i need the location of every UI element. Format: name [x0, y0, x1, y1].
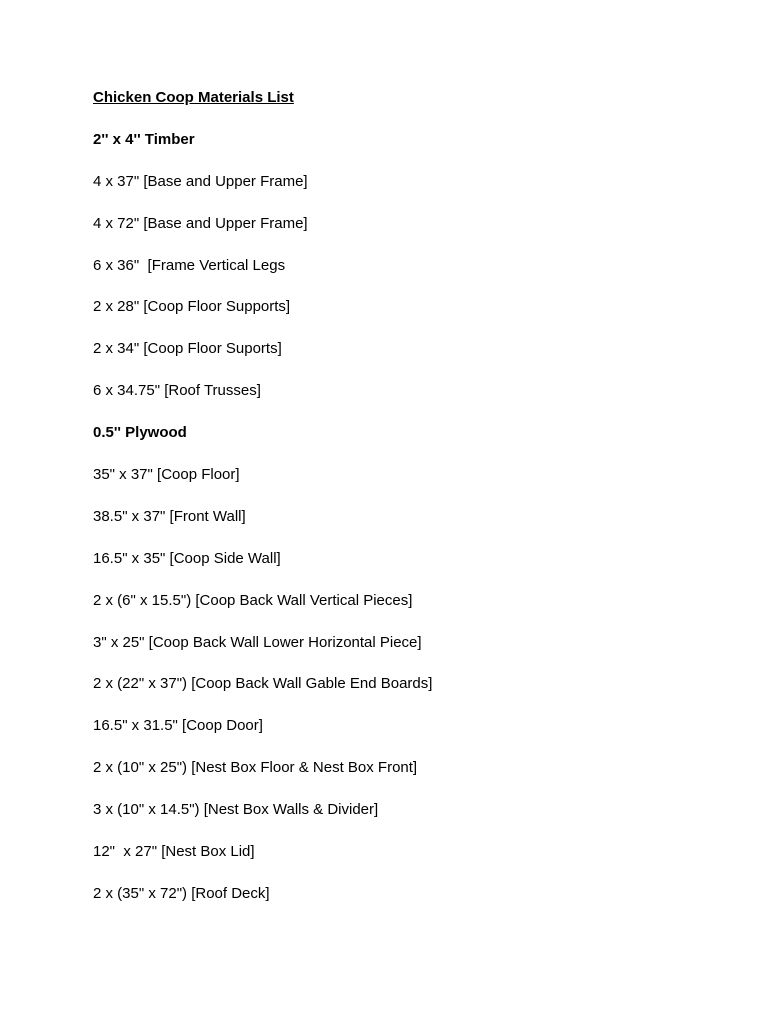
list-item: 16.5" x 35" [Coop Side Wall]: [93, 549, 281, 567]
list-item: 2 x (22" x 37") [Coop Back Wall Gable End Boards]: [93, 675, 433, 693]
list-item: 2 x (10" x 25") [Nest Box Floor & Nest Box Front]: [93, 759, 418, 777]
list-item: 6 x 36" [Frame Vertical Legs: [93, 256, 286, 274]
list-item: 3" x 25" [Coop Back Wall Lower Horizontal Piece]: [93, 633, 422, 651]
document-title: Chicken Coop Materials List: [93, 89, 294, 106]
list-item: 16.5" x 31.5" [Coop Door]: [93, 717, 263, 735]
list-item: 4 x 72" [Base and Upper Frame]: [93, 214, 308, 232]
list-item: 2 x (35" x 72") [Roof Deck]: [93, 884, 270, 902]
list-item: 38.5" x 37" [Front Wall]: [93, 507, 246, 525]
list-item: 2 x (6" x 15.5") [Coop Back Wall Vertical Pieces]: [93, 591, 413, 609]
document-page: [93, 88, 733, 926]
list-item: 35" x 37" [Coop Floor]: [93, 466, 240, 484]
section-heading-plywood: 0.5'' Plywood: [93, 424, 187, 442]
list-item: 2 x 28" [Coop Floor Supports]: [93, 298, 291, 316]
list-item: 3 x (10" x 14.5") [Nest Box Walls & Divider]: [93, 801, 379, 819]
section-heading-timber: 2'' x 4'' Timber: [93, 130, 195, 148]
list-item: 12" x 27" [Nest Box Lid]: [93, 843, 255, 861]
list-item: 2 x 34" [Coop Floor Suports]: [93, 340, 282, 358]
list-item: 6 x 34.75" [Roof Trusses]: [93, 382, 261, 400]
list-item: 4 x 37" [Base and Upper Frame]: [93, 172, 308, 190]
